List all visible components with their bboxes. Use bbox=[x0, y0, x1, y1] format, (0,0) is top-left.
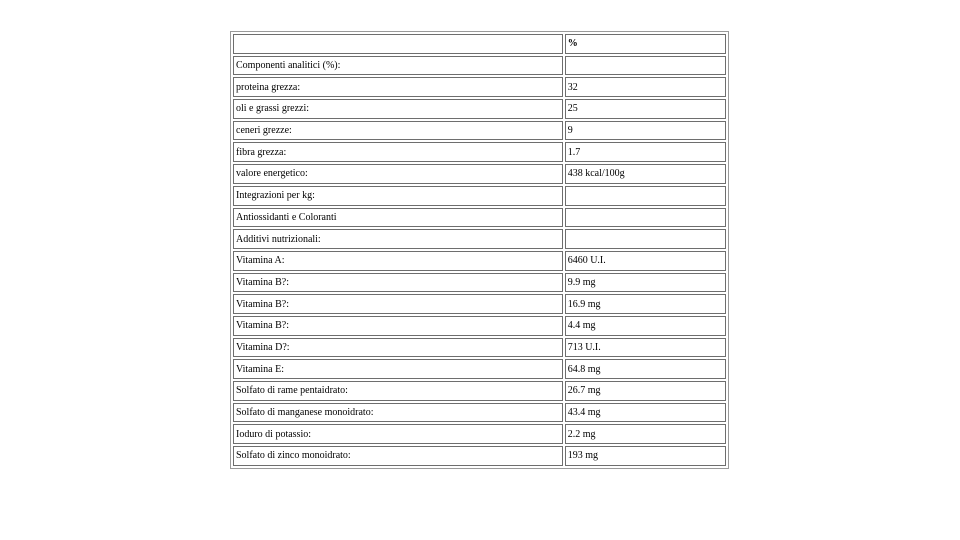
table-row bbox=[233, 338, 726, 358]
row-label-cell: Vitamina B?: bbox=[233, 294, 563, 314]
table-row bbox=[233, 403, 726, 423]
row-label-cell: Ioduro di potassio: bbox=[233, 424, 563, 444]
row-value-cell: 25 bbox=[565, 99, 726, 119]
row-label-cell: Vitamina A: bbox=[233, 251, 563, 271]
row-value-cell: 4.4 mg bbox=[565, 316, 726, 336]
row-value-cell: 32 bbox=[565, 77, 726, 97]
table-row bbox=[233, 56, 726, 76]
table-row bbox=[233, 77, 726, 97]
table-row bbox=[233, 186, 726, 206]
row-value-cell: 9.9 mg bbox=[565, 273, 726, 293]
header-label-cell bbox=[233, 34, 563, 54]
table-row bbox=[233, 446, 726, 466]
row-label-cell: Vitamina B?: bbox=[233, 273, 563, 293]
table-row bbox=[233, 164, 726, 184]
nutrition-table bbox=[230, 31, 729, 469]
row-label-cell: Solfato di manganese monoidrato: bbox=[233, 403, 563, 423]
row-value-cell: 1.7 bbox=[565, 142, 726, 162]
table-row bbox=[233, 359, 726, 379]
row-value-cell bbox=[565, 208, 726, 228]
row-label-cell: Integrazioni per kg: bbox=[233, 186, 563, 206]
row-value-cell: 26.7 mg bbox=[565, 381, 726, 401]
table-row bbox=[233, 142, 726, 162]
table-row bbox=[233, 381, 726, 401]
nutrition-table-body bbox=[233, 34, 726, 466]
row-value-cell bbox=[565, 56, 726, 76]
table-header-row bbox=[233, 34, 726, 54]
row-label-cell: proteina grezza: bbox=[233, 77, 563, 97]
row-label-cell: valore energetico: bbox=[233, 164, 563, 184]
row-value-cell: 6460 U.I. bbox=[565, 251, 726, 271]
table-row bbox=[233, 121, 726, 141]
row-label-cell: fibra grezza: bbox=[233, 142, 563, 162]
table-row bbox=[233, 99, 726, 119]
row-label-cell: ceneri grezze: bbox=[233, 121, 563, 141]
row-value-cell: 43.4 mg bbox=[565, 403, 726, 423]
row-value-cell: 438 kcal/100g bbox=[565, 164, 726, 184]
header-value-cell: % bbox=[565, 34, 726, 54]
row-value-cell bbox=[565, 229, 726, 249]
row-label-cell: Solfato di zinco monoidrato: bbox=[233, 446, 563, 466]
row-label-cell: Vitamina B?: bbox=[233, 316, 563, 336]
table-row bbox=[233, 229, 726, 249]
row-value-cell: 9 bbox=[565, 121, 726, 141]
row-label-cell: Vitamina E: bbox=[233, 359, 563, 379]
table-row bbox=[233, 316, 726, 336]
row-label-cell: Additivi nutrizionali: bbox=[233, 229, 563, 249]
row-value-cell: 713 U.I. bbox=[565, 338, 726, 358]
row-value-cell: 2.2 mg bbox=[565, 424, 726, 444]
row-value-cell bbox=[565, 186, 726, 206]
table-row bbox=[233, 273, 726, 293]
row-value-cell: 64.8 mg bbox=[565, 359, 726, 379]
table-row bbox=[233, 424, 726, 444]
row-label-cell: oli e grassi grezzi: bbox=[233, 99, 563, 119]
row-value-cell: 16.9 mg bbox=[565, 294, 726, 314]
row-label-cell: Antiossidanti e Coloranti bbox=[233, 208, 563, 228]
table-row bbox=[233, 251, 726, 271]
row-label-cell: Componenti analitici (%): bbox=[233, 56, 563, 76]
row-label-cell: Vitamina D?: bbox=[233, 338, 563, 358]
row-value-cell: 193 mg bbox=[565, 446, 726, 466]
table-row bbox=[233, 208, 726, 228]
row-label-cell: Solfato di rame pentaidrato: bbox=[233, 381, 563, 401]
table-row bbox=[233, 294, 726, 314]
